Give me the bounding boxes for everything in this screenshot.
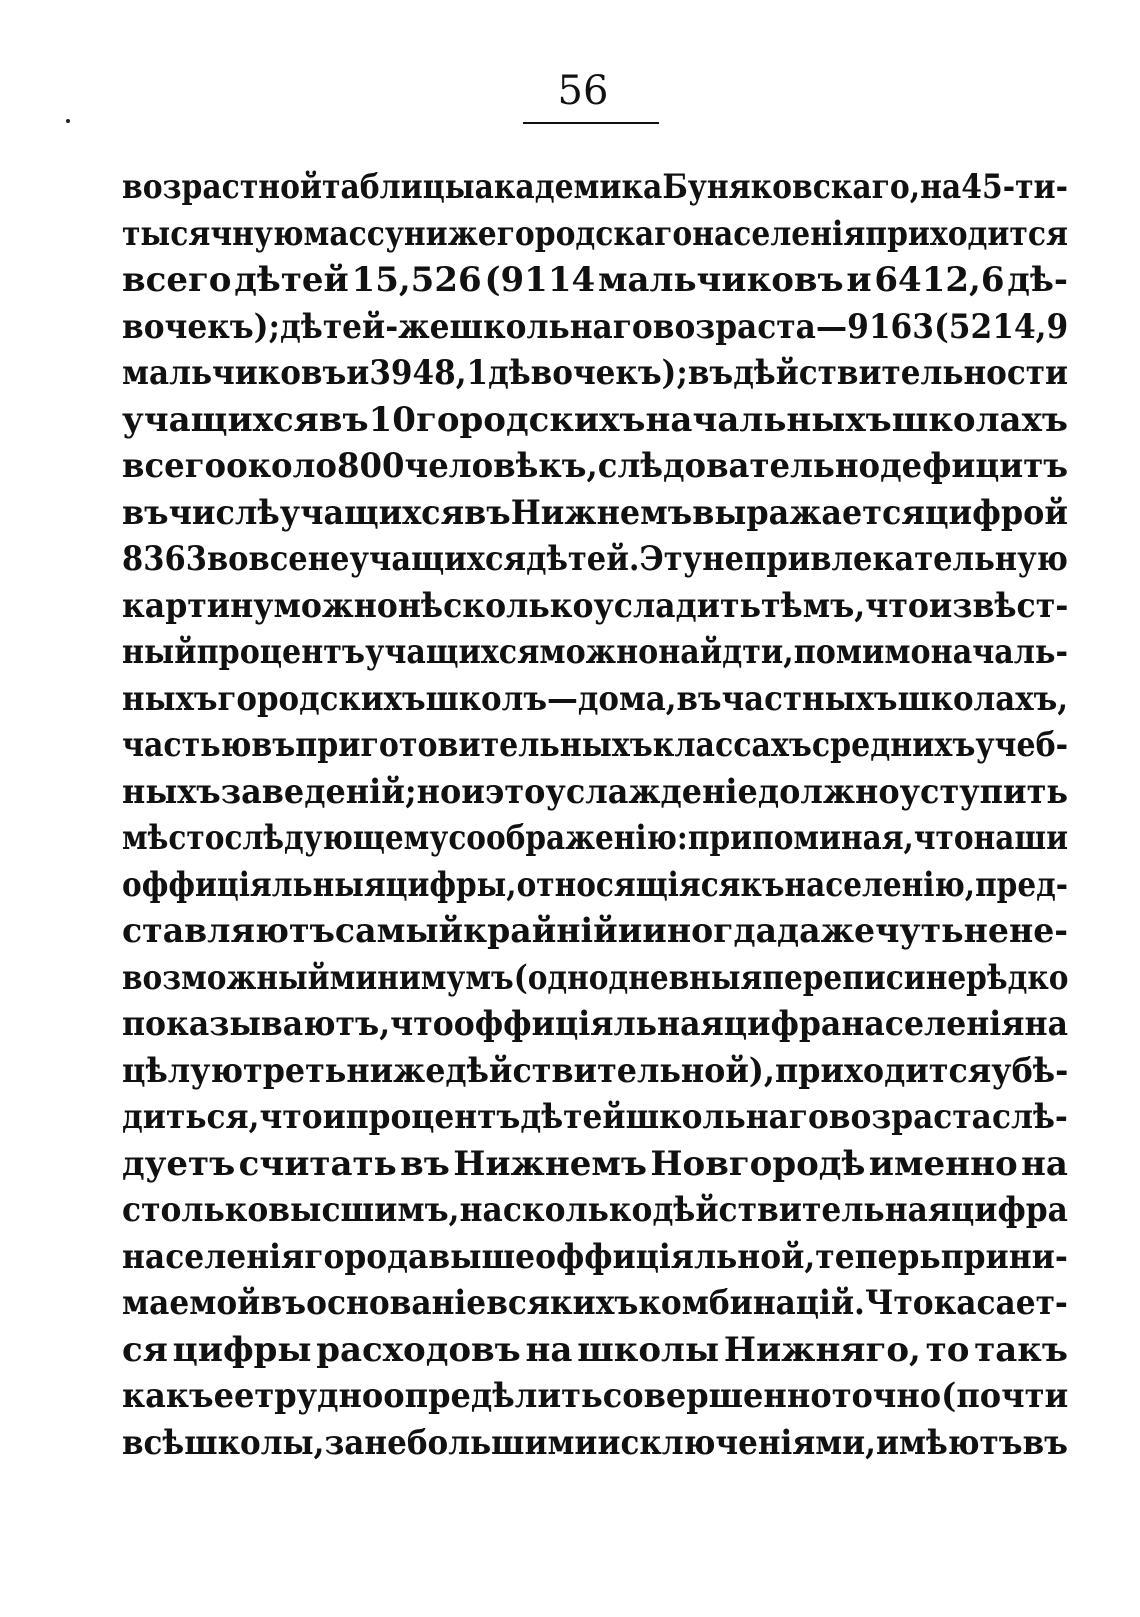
text-line: въ числѣ учащихся въ Нижнемъ выражается цифрой: [122, 492, 1068, 533]
text-line: оффиціяльныя цифры, относящіяся къ населенію, пред-: [122, 864, 1069, 905]
text-line: маемой въ основаніе всякихъ комбинацій. Что касает-: [122, 1283, 1068, 1323]
text-line: ныхъ заведеній; но и это услажденіе должно уступить: [122, 771, 1068, 812]
text-line: показываютъ, что оффиціяльная цифра населенія на: [122, 1004, 1069, 1044]
text-line: всѣ школы, за небольшими исключеніями, имѣютъ въ: [122, 1422, 1068, 1463]
text-line: учащихся въ 10 городскихъ начальныхъ школахъ: [122, 399, 1068, 440]
text-line: частью въ приготовительныхъ классахъ среднихъ учеб-: [122, 725, 1069, 765]
print-speck: [66, 119, 70, 123]
text-line: ставляютъ самый крайній и иногда даже чуть не не-: [122, 911, 1069, 951]
text-line: 8363 вовсе неучащихся дѣтей. Эту непривлекательную: [122, 539, 1068, 579]
body-text: [122, 164, 1068, 1466]
text-line: всего дѣтей 15,526 (9114 мальчиковъ и 6412,6 дѣ-: [122, 260, 1068, 300]
text-line: вочекъ); дѣтей-же школьнаго возраста—9163 (5214,9: [122, 306, 1069, 347]
text-line: мальчиковъ и 3948,1 дѣвочекъ); въ дѣйствительности: [122, 353, 1069, 393]
text-line: какъ ее трудно опредѣлить совершенно точно (почти: [122, 1376, 1069, 1416]
text-line: картину можно нѣсколько усладить тѣмъ, что извѣст-: [122, 585, 1069, 626]
text-line: ныхъ городскихъ школъ—дома, въ частныхъ школахъ,: [122, 678, 1069, 719]
text-line: цѣлую треть ниже дѣйствительной), приходится убѣ-: [122, 1050, 1069, 1091]
text-line: мѣсто слѣдующему соображенію: припоминая, что наши: [122, 818, 1069, 858]
text-line: всего около 800 человѣкъ, слѣдовательно дефицитъ: [122, 446, 1069, 486]
text-line: диться, что и процентъ дѣтей школьнаго возраста слѣ-: [122, 1097, 1068, 1137]
page-number-rule: [523, 122, 659, 124]
text-line: возрастной таблицы академика Буняковскаго, на 45-ти-: [122, 167, 1068, 207]
page-number: 56: [557, 68, 609, 114]
text-line: ный процентъ учащихся можно найдти, помимо началь-: [122, 632, 1068, 672]
text-line: ся цифры расходовъ на школы Нижняго, то такъ: [122, 1329, 1068, 1370]
text-line: дуетъ считать въ Нижнемъ Новгородѣ именно на: [122, 1143, 1068, 1184]
text-line: возможный минимумъ (однодневныя переписи нерѣдко: [122, 957, 1069, 998]
text-line: столько высшимъ, на сколько дѣйствительная цифра: [122, 1190, 1068, 1230]
text-line: населенія города выше оффиціяльной, теперь прини-: [122, 1236, 1068, 1277]
text-line: тысячную массу нижегородскаго населенія приходится: [122, 213, 1068, 254]
